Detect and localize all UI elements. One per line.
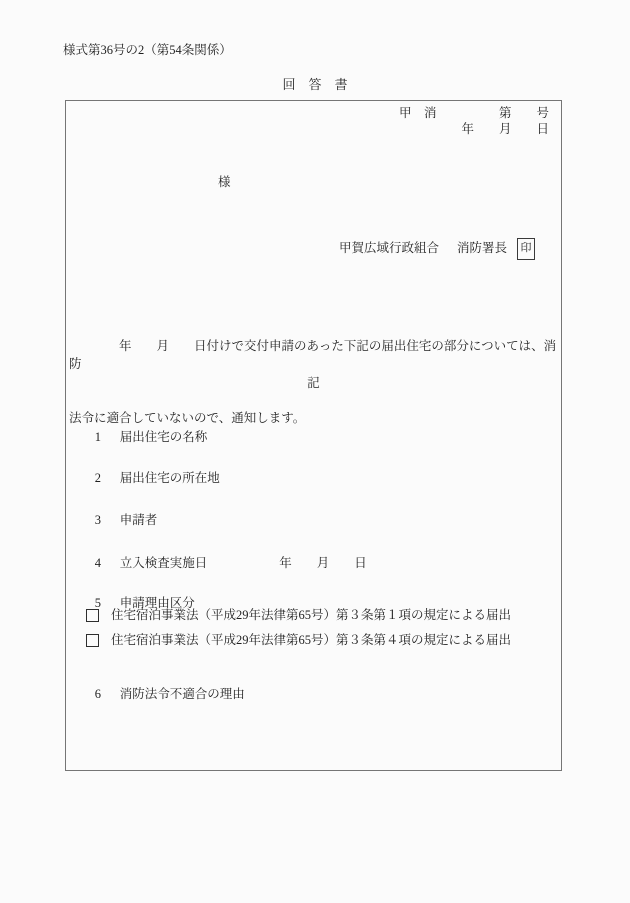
checkbox-label: 住宅宿泊事業法（平成29年法律第65号）第３条第１項の規定による届出 (111, 608, 512, 623)
document-title: 回 答 書 (282, 77, 348, 92)
issuer-line (339, 238, 535, 259)
issuer-organization: 甲賀広域行政組合 (339, 241, 440, 256)
list-item-4 (76, 544, 367, 582)
item-number: 5 (94, 595, 101, 610)
issuer-post: 消防署長 (457, 241, 508, 256)
item-number: 6 (94, 686, 101, 701)
item-number: 1 (94, 429, 101, 444)
list-item-1 (76, 418, 207, 456)
list-item-2 (76, 459, 220, 497)
section-marker: 記 (307, 376, 320, 390)
item-number: 3 (94, 512, 101, 527)
seal-box (517, 238, 535, 260)
recipient-honorific: 様 (218, 175, 231, 189)
doc-number-line: 甲 消 第 号 (398, 106, 549, 120)
form-number: 様式第36号の2（第54条関係） (63, 43, 232, 57)
item-label: 申請者 (119, 512, 158, 527)
inspection-date-fields: 年 月 日 (279, 555, 367, 570)
item-label: 消防法令不適合の理由 (119, 686, 245, 701)
item-label: 届出住宅の所在地 (119, 470, 220, 485)
checkbox-label: 住宅宿泊事業法（平成29年法律第65号）第３条第４項の規定による届出 (111, 633, 512, 648)
notice-line-2: 法令に適合していないので、通知します。 (69, 411, 306, 425)
seal-label: 印 (520, 242, 532, 254)
checkbox-row-article3-paragraph4 (86, 634, 511, 647)
checkbox[interactable] (86, 609, 99, 622)
notice-line-1: 年 月 日付けで交付申請のあった下記の届出住宅の部分については、消防 (69, 339, 557, 371)
item-label: 届出住宅の名称 (119, 429, 208, 444)
issue-date-line: 年 月 日 (461, 122, 549, 136)
item-label: 申請理由区分 (119, 595, 195, 610)
item-number: 4 (94, 555, 101, 570)
form-border-box (65, 100, 562, 771)
list-item-3 (76, 501, 157, 539)
item-label: 立入検査実施日 (119, 555, 208, 570)
list-item-6 (76, 675, 245, 713)
checkbox[interactable] (86, 634, 99, 647)
item-number: 2 (94, 470, 101, 485)
checkbox-row-article3-paragraph1 (86, 609, 511, 622)
